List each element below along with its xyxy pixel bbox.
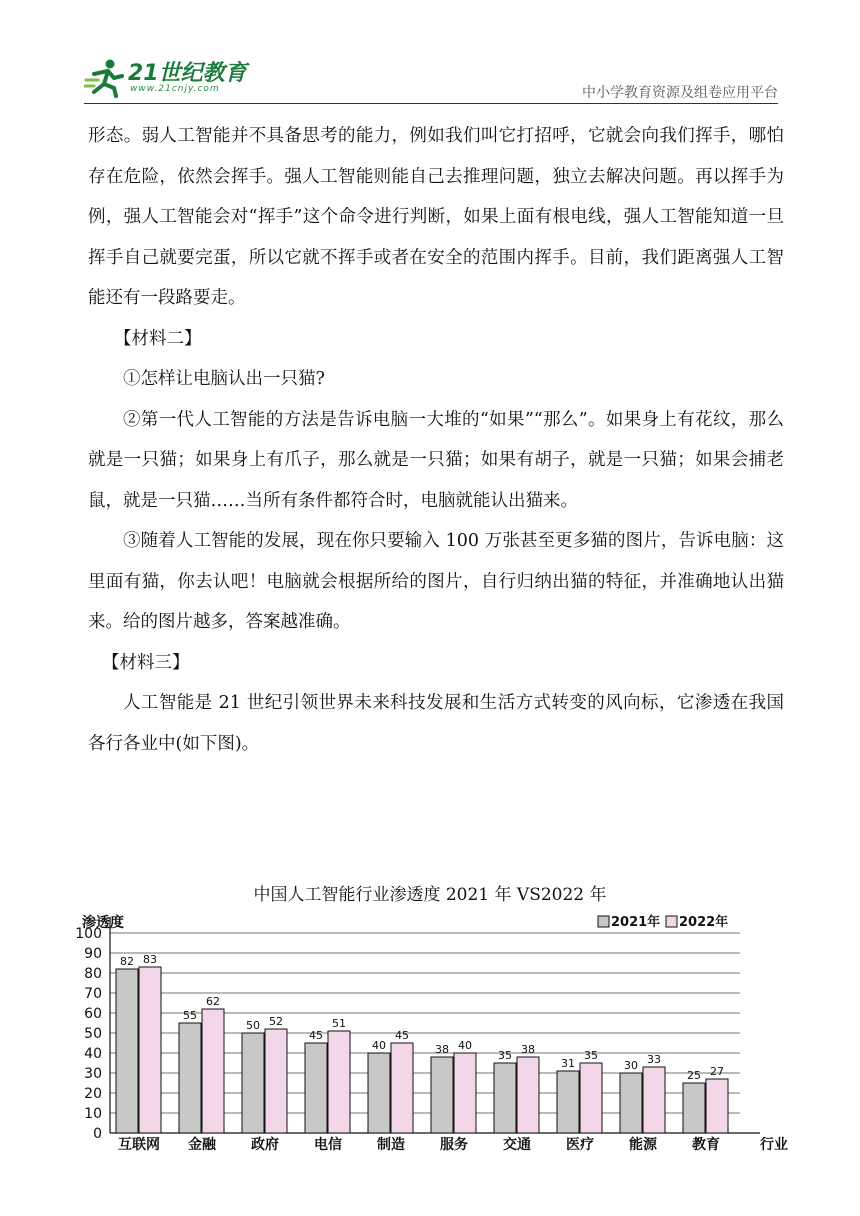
paragraph-first-generation: ②第一代人工智能的方法是告诉电脑一大堆的“如果”“那么”。如果身上有花纹，那么就是一只猫；如果身上有爪子，那么就是一只猫；如果有胡子，就是一只猫；如果会捕老鼠，就是一只猫……当所有条件都符合时，电脑就能认出猫来。	[88, 409, 784, 511]
bar-能源-2022年	[643, 1067, 665, 1133]
x-tick-label: 服务	[440, 1137, 468, 1153]
runner-logo-icon	[84, 58, 128, 98]
logo-main-text: 21世纪教育	[128, 61, 247, 86]
header-divider	[84, 103, 778, 104]
bar-教育-2022年	[706, 1079, 728, 1133]
data-label: 55	[183, 1009, 197, 1022]
logo	[84, 56, 254, 100]
data-label: 38	[521, 1043, 535, 1056]
data-label: 45	[309, 1029, 323, 1042]
material-two-heading: 【材料二】	[114, 328, 202, 349]
x-tick-label: 能源	[629, 1137, 657, 1153]
chart-title: 中国人工智能行业渗透度 2021 年 VS2022 年	[253, 885, 607, 905]
data-label: 62	[206, 995, 220, 1008]
y-tick-label: 30	[84, 1066, 102, 1082]
legend-label-2: 2022年	[679, 915, 729, 930]
bar-政府-2021年	[242, 1033, 264, 1133]
bar-服务-2022年	[454, 1053, 476, 1133]
x-tick-label: 制造	[377, 1137, 405, 1153]
y-tick-label: 80	[84, 966, 102, 982]
bar-互联网-2021年	[116, 969, 138, 1133]
x-tick-label: 电信	[314, 1137, 342, 1153]
y-tick-label: 20	[84, 1086, 102, 1102]
platform-name: 中小学教育资源及组卷应用平台	[582, 85, 778, 101]
x-tick-label: 交通	[503, 1137, 531, 1153]
data-label: 38	[435, 1043, 449, 1056]
paragraph-ai-penetration: 人工智能是 21 世纪引领世界未来科技发展和生活方式转变的风向标，它渗透在我国各行各业中(如下图)。	[88, 693, 784, 754]
data-label: 25	[687, 1069, 701, 1082]
data-label: 27	[710, 1065, 724, 1078]
data-label: 52	[269, 1015, 283, 1028]
material-three-heading: 【材料三】	[102, 652, 190, 673]
bar-交通-2022年	[517, 1057, 539, 1133]
legend-swatch-1	[598, 916, 609, 927]
y-tick-label: 90	[84, 946, 102, 962]
data-label: 40	[458, 1039, 472, 1052]
y-tick-label: 70	[84, 986, 102, 1002]
data-label: 50	[246, 1019, 260, 1032]
x-tick-label: 教育	[692, 1137, 720, 1153]
bar-金融-2021年	[179, 1023, 201, 1133]
data-label: 30	[624, 1059, 638, 1072]
data-label: 35	[498, 1049, 512, 1062]
bar-电信-2021年	[305, 1043, 327, 1133]
data-label: 31	[561, 1057, 575, 1070]
bar-金融-2022年	[202, 1009, 224, 1133]
y-tick-label: 40	[84, 1046, 102, 1062]
y-tick-label: 50	[84, 1026, 102, 1042]
data-label: 83	[143, 953, 157, 966]
x-tick-label: 金融	[188, 1137, 216, 1153]
logo-url-text: www.21cnjy.com	[130, 84, 220, 94]
data-label: 33	[647, 1053, 661, 1066]
bar-医疗-2022年	[580, 1063, 602, 1133]
y-tick-label: 100	[75, 926, 102, 942]
bar-制造-2022年	[391, 1043, 413, 1133]
bar-能源-2021年	[620, 1073, 642, 1133]
bar-交通-2021年	[494, 1063, 516, 1133]
x-tick-label: 互联网	[118, 1137, 160, 1153]
y-tick-label: 60	[84, 1006, 102, 1022]
legend-label-1: 2021年	[611, 915, 661, 930]
y-axis-label: 渗透度	[82, 915, 124, 931]
bar-医疗-2021年	[557, 1071, 579, 1133]
data-label: 35	[584, 1049, 598, 1062]
x-tick-label: 政府	[251, 1137, 279, 1153]
paragraph-question: ①怎样让电脑认出一只猫?	[123, 369, 325, 389]
y-tick-label: 0	[93, 1126, 102, 1142]
data-label: 45	[395, 1029, 409, 1042]
x-axis-label: 行业	[760, 1137, 788, 1153]
bar-chart	[70, 905, 790, 1155]
data-label: 51	[332, 1017, 346, 1030]
paragraph-weak-strong-ai: 形态。弱人工智能并不具备思考的能力，例如我们叫它打招呼，它就会向我们挥手，哪怕存在危险，依然会挥手。强人工智能则能自己去推理问题，独立去解决问题。再以挥手为例，强人工智能会对“挥手”这个命令进行判断，如果上面有根电线，强人工智能知道一旦挥手自己就要完蛋，所以它就不挥手或者在安全的范围内挥手。目前，我们距离强人工智能还有一段路要走。	[88, 126, 784, 308]
bar-互联网-2022年	[139, 967, 161, 1133]
paragraph-development: ③随着人工智能的发展，现在你只要输入 100 万张甚至更多猫的图片，告诉电脑：这里面有猫，你去认吧！电脑就会根据所给的图片，自行归纳出猫的特征，并准确地认出猫来。给的图片越多，答案越准确。	[88, 531, 784, 632]
bar-制造-2021年	[368, 1053, 390, 1133]
x-tick-label: 医疗	[566, 1137, 594, 1153]
data-label: 82	[120, 955, 134, 968]
bar-电信-2022年	[328, 1031, 350, 1133]
y-tick-label: 10	[84, 1106, 102, 1122]
bar-政府-2022年	[265, 1029, 287, 1133]
bar-教育-2021年	[683, 1083, 705, 1133]
article-body	[88, 116, 784, 764]
bar-服务-2021年	[431, 1057, 453, 1133]
legend-swatch-2	[666, 916, 677, 927]
data-label: 40	[372, 1039, 386, 1052]
page-header	[0, 0, 860, 105]
